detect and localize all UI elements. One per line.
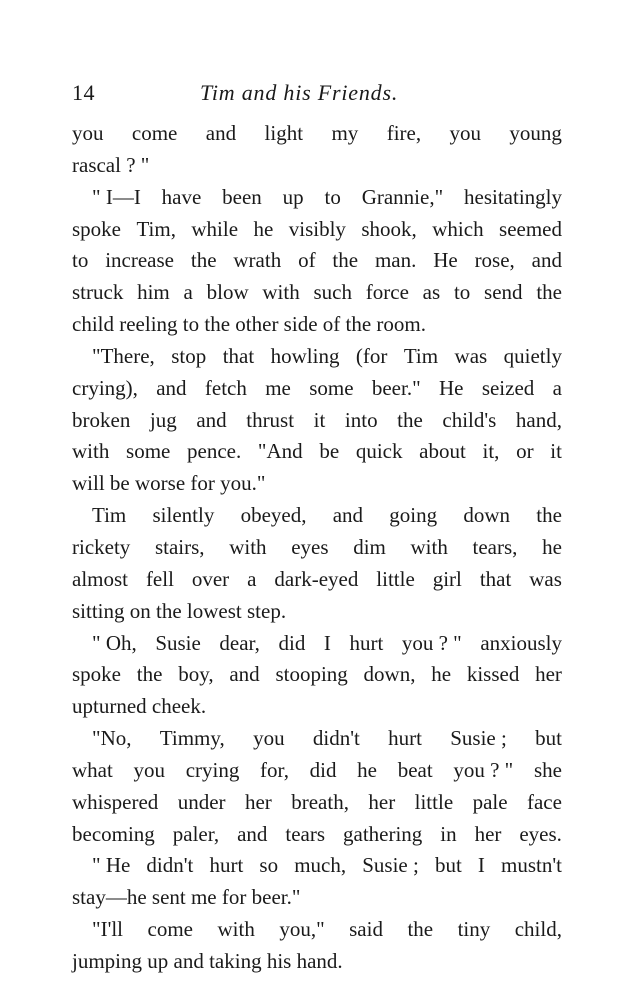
word: broken [72,407,131,432]
word: you [253,726,285,751]
word: but [535,726,562,751]
page-number: 14 [72,80,95,105]
word: that [479,566,512,591]
text-line [72,245,562,277]
word: I [477,853,485,878]
word: you," [279,917,325,942]
word: with [229,534,267,559]
word: did [309,757,337,782]
word: hurt [209,853,244,878]
text-line: rascal ? " [72,152,150,177]
word: shook, [361,216,417,241]
word: increase [105,248,174,273]
text-line [72,118,562,150]
word: much, [294,853,347,878]
word: mustn't [501,853,562,878]
word: Susie ; [362,853,419,878]
word: gathering [343,821,423,846]
word: send [484,280,523,305]
word: stooping [275,662,348,687]
word: He [438,375,464,400]
word: rose, [474,248,515,273]
word: or [516,439,534,464]
word: it [550,439,562,464]
word: Tim [92,503,127,528]
word: force [365,280,409,305]
word: hurt [388,726,422,751]
word: young [509,121,562,145]
word: He [433,248,458,273]
page-header [72,80,562,110]
word: down [463,503,511,528]
word: to [72,248,89,273]
word: you ? " [401,630,462,655]
text-line [72,787,562,819]
word: jug [149,407,177,432]
word: spoke [72,216,121,241]
word: about [419,439,466,464]
word: down, [363,662,416,687]
text-line: child reeling to the other side of the room. [72,312,426,337]
word: was [529,566,562,591]
word: obeyed, [240,503,307,528]
text-line: sitting on the lowest step. [72,598,287,623]
word: be [319,439,340,464]
word: and [229,662,260,687]
word: quick [355,439,403,464]
word: wrath [233,248,282,273]
word: as [422,280,441,305]
word: "No, [92,726,132,751]
body-text [72,118,562,978]
text-line [72,405,562,437]
text-line [72,850,562,882]
word: with [262,280,300,305]
word: hand, [515,407,562,432]
word: Susie ; [450,726,507,751]
text-line [72,532,562,564]
word: tears, [472,534,518,559]
word: Timmy, [159,726,225,751]
word: fetch [204,375,247,400]
word: crying [185,757,240,782]
word: rickety [72,534,131,559]
word: you [72,121,104,145]
word: seemed [499,216,562,241]
word: spoke [72,662,121,687]
word: some [126,439,171,464]
word: hesitatingly [464,184,562,209]
word: "There, [92,343,155,368]
text-line: jumping up and taking his hand. [72,948,343,973]
word: did [278,630,306,655]
word: a [552,375,562,400]
word: my [331,121,359,145]
word: the [136,662,163,687]
word: I [323,630,331,655]
word: it, [482,439,500,464]
word: struck [72,280,124,305]
word: so [259,853,279,878]
word: light [264,121,304,145]
text-line [72,341,562,373]
text-line [72,564,562,596]
word: (for [355,343,388,368]
word: the [332,248,359,273]
word: quietly [503,343,562,368]
word: you ? " [453,757,514,782]
word: the [536,503,562,528]
word: blow [206,280,249,305]
running-title: Tim and his Friends. [200,80,399,105]
word: "And [257,439,303,464]
word: he [431,662,452,687]
word: it [313,407,326,432]
word: anxiously [480,630,562,655]
word: dim [353,534,386,559]
word: and [205,121,237,145]
word: breath, [291,789,349,814]
word: the [407,917,434,942]
word: for, [260,757,289,782]
word: little [376,566,415,591]
word: come [147,917,193,942]
word: Tim [403,343,439,368]
word: seized [481,375,535,400]
word: you [449,121,482,145]
word: " I—I [92,184,141,209]
text-line: upturned cheek. [72,694,207,719]
word: man. [374,248,417,273]
word: visibly [288,216,346,241]
word: he [357,757,377,782]
word: been [222,184,262,209]
text-line: stay—he sent me for beer." [72,885,301,910]
text-line [72,819,562,851]
word: to [453,280,471,305]
word: eyes. [519,821,562,846]
text-line [72,214,562,246]
text-line [72,373,562,405]
text-line [72,723,562,755]
word: with [72,439,110,464]
word: what [72,757,113,782]
word: going [389,503,438,528]
word: was [454,343,488,368]
word: paler, [172,821,220,846]
word: that [222,343,255,368]
word: the [190,248,217,273]
word: dear, [219,630,260,655]
word: him [137,280,170,305]
word: silently [152,503,215,528]
word: me [265,375,291,400]
word: Tim, [136,216,176,241]
word: " He [92,853,131,878]
word: stairs, [154,534,205,559]
word: child's [442,407,497,432]
word: becoming [72,821,155,846]
word: girl [432,566,462,591]
word: and [156,375,187,400]
word: and [237,821,268,846]
word: the [536,280,562,305]
word: come [131,121,178,145]
word: almost [72,566,128,591]
word: thrust [246,407,295,432]
word: stop [171,343,207,368]
word: the [397,407,423,432]
word: Susie [155,630,201,655]
word: hurt [349,630,384,655]
word: and [531,248,562,273]
word: and [332,503,364,528]
word: and [196,407,227,432]
word: tiny [457,917,491,942]
word: while [191,216,239,241]
word: she [533,757,562,782]
word: some [309,375,354,400]
word: have [161,184,202,209]
word: to [324,184,341,209]
word: howling [270,343,340,368]
text-line [72,436,562,468]
word: into [344,407,378,432]
word: "I'll [92,917,124,942]
word: child, [514,917,562,942]
word: said [349,917,383,942]
word: didn't [312,726,360,751]
word: Grannie," [361,184,444,209]
word: fire, [386,121,422,145]
word: up [282,184,304,209]
word: " Oh, [92,630,137,655]
word: her [474,821,502,846]
word: crying), [72,375,138,400]
text-line [72,277,562,309]
word: eyes [291,534,329,559]
text-line [72,755,562,787]
word: in [440,821,457,846]
word: her [535,662,562,687]
word: a [247,566,257,591]
word: fell [145,566,174,591]
word: which [432,216,484,241]
word: her [368,789,396,814]
word: under [177,789,226,814]
text-line [72,182,562,214]
word: such [313,280,352,305]
word: face [526,789,562,814]
word: a [183,280,193,305]
word: boy, [178,662,214,687]
word: kissed [466,662,520,687]
word: dark-eyed [274,566,359,591]
word: you [133,757,166,782]
text-line [72,659,562,691]
word: her [244,789,272,814]
text-line [72,914,562,946]
word: didn't [146,853,194,878]
text-line [72,628,562,660]
text-line [72,500,562,532]
word: with [217,917,255,942]
word: beer." [371,375,421,400]
word: pence. [187,439,242,464]
word: over [191,566,230,591]
word: beat [397,757,433,782]
word: tears [285,821,326,846]
word: of [298,248,316,273]
word: pale [472,789,508,814]
word: he [253,216,274,241]
word: whispered [72,789,159,814]
word: little [414,789,454,814]
word: but [434,853,462,878]
word: with [410,534,448,559]
word: he [542,534,562,559]
text-line: will be worse for you." [72,471,266,496]
